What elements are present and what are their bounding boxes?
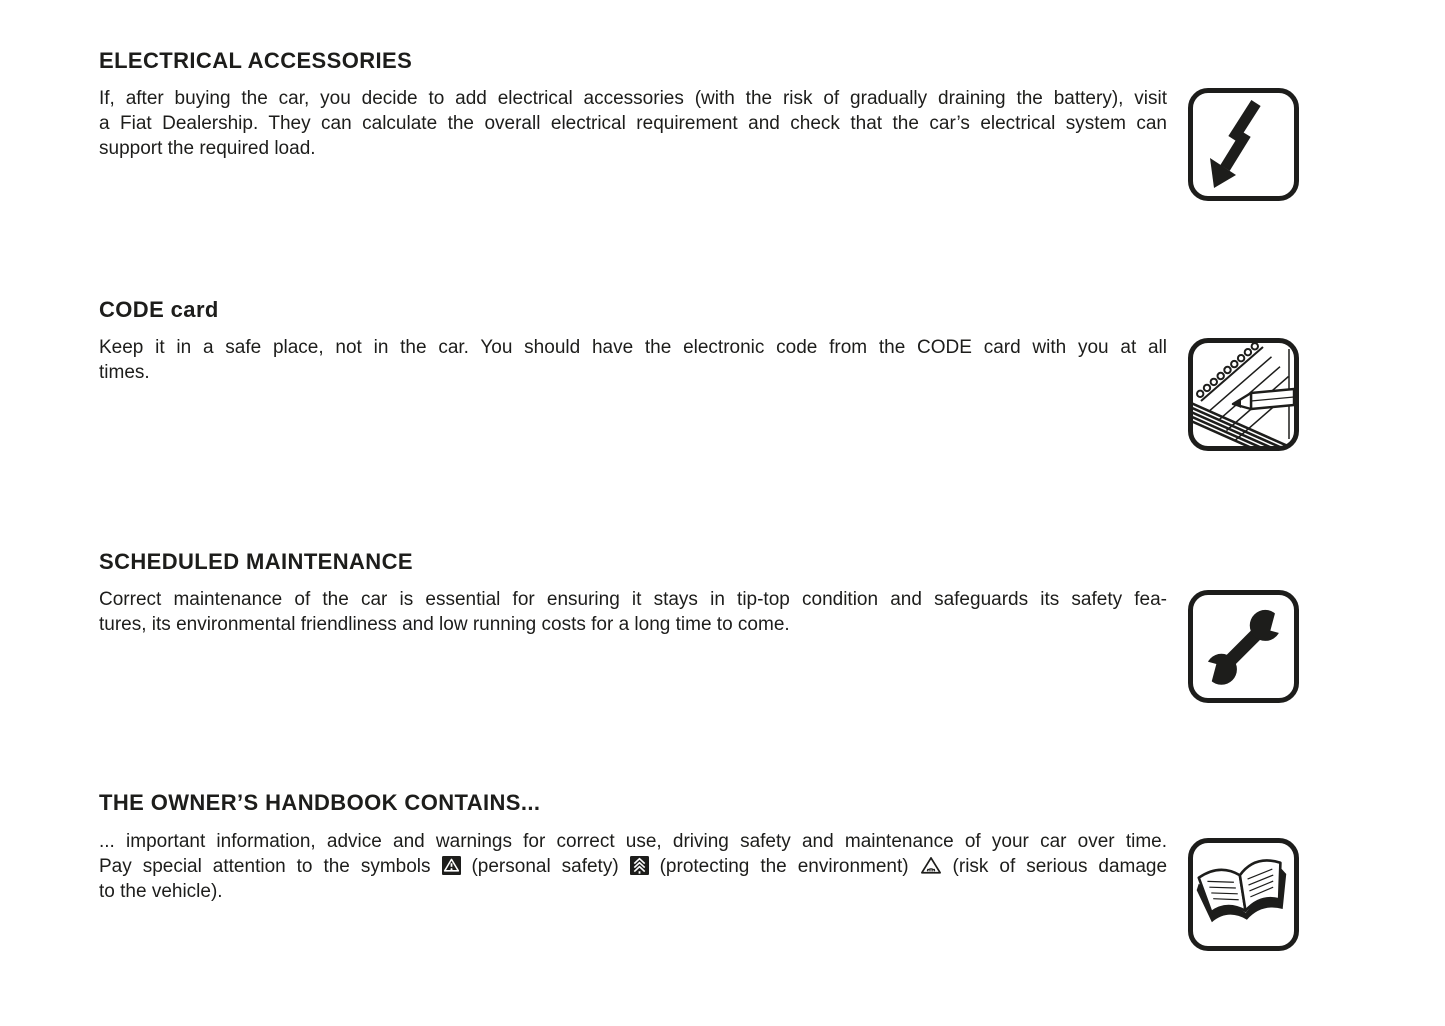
body-line: support the required load. — [99, 138, 316, 159]
notebook-pencil-icon — [1188, 338, 1299, 451]
section-heading-electrical-accessories: ELECTRICAL ACCESSORIES — [99, 48, 413, 73]
symbol-line-text: Pay special attention to the symbols — [99, 856, 431, 877]
body-line: to the vehicle). — [99, 881, 223, 902]
body-line: times. — [99, 362, 150, 383]
body-line: Correct maintenance of the car is essential for ensuring it stays in tip-top condition and safeguards its safety fea- — [99, 589, 1167, 610]
personal-safety-symbol-icon — [442, 856, 461, 875]
symbol-line-text: (personal safety) — [471, 856, 619, 877]
vehicle-damage-symbol-icon — [920, 856, 942, 875]
section-body-scheduled-maintenance — [99, 587, 1167, 637]
body-line: a Fiat Dealership. They can calculate the overall electrical requirement and check that the car’s electrical system can — [99, 113, 1167, 134]
section-body-owners-handbook — [99, 829, 1167, 904]
body-line-with-symbols — [99, 854, 1167, 879]
section-heading-owners-handbook: THE OWNER’S HANDBOOK CONTAINS... — [99, 790, 541, 815]
high-voltage-icon — [1188, 88, 1299, 201]
section-heading-code-card: CODE card — [99, 297, 219, 322]
body-line: Keep it in a safe place, not in the car. You should have the electronic code from the CODE card with you at all — [99, 337, 1167, 358]
open-book-icon — [1188, 838, 1299, 951]
body-line: tures, its environmental friendliness and low running costs for a long time to come. — [99, 614, 790, 635]
section-body-code-card — [99, 335, 1167, 385]
section-heading-scheduled-maintenance: SCHEDULED MAINTENANCE — [99, 549, 413, 574]
environment-protection-symbol-icon — [630, 856, 649, 875]
symbol-line-text: (risk of serious damage — [952, 856, 1168, 877]
section-body-electrical-accessories — [99, 86, 1167, 161]
body-line: If, after buying the car, you decide to add electrical accessories (with the risk of gradually draining the battery), visit — [99, 88, 1167, 109]
wrench-icon — [1188, 590, 1299, 703]
symbol-line-text: (protecting the environment) — [659, 856, 909, 877]
body-line: ... important information, advice and warnings for correct use, driving safety and maintenance of your car over time. — [99, 831, 1167, 852]
